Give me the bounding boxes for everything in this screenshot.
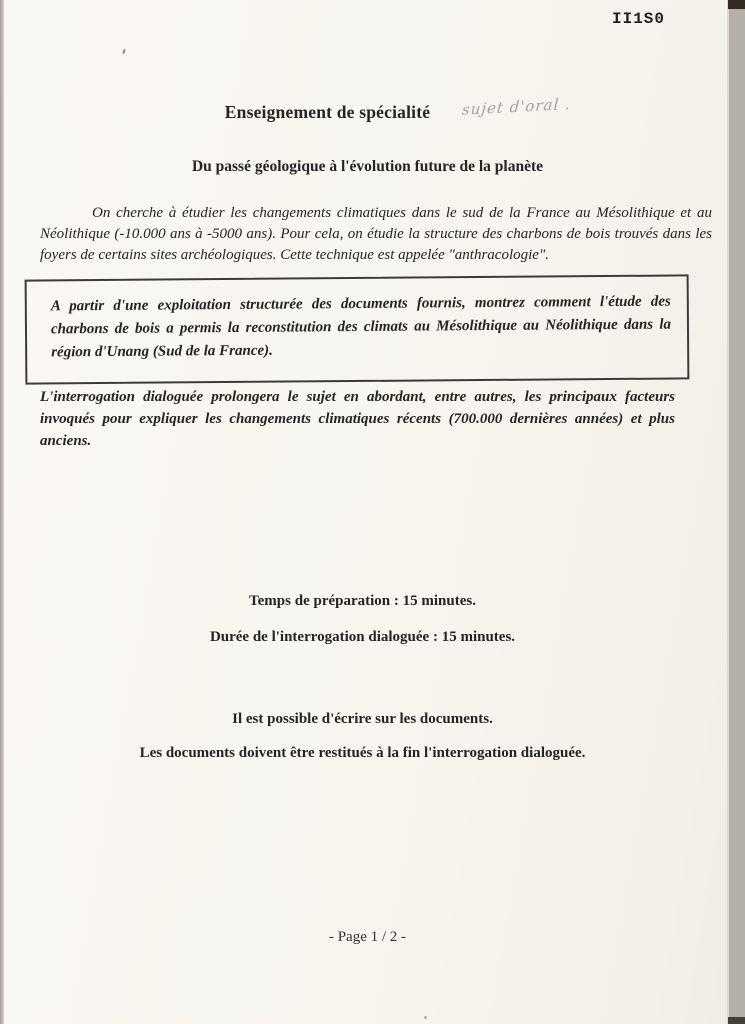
exam-code: II1S0 [612, 10, 666, 28]
stray-mark [122, 49, 125, 54]
bottom-right-scan-corner [728, 1017, 745, 1024]
right-scan-edge [727, 0, 745, 1024]
prep-time-line: Temps de préparation : 15 minutes. [249, 593, 476, 609]
page-number-footer: - Page 1 / 2 - [328, 929, 407, 945]
write-permission-line: Il est possible d'écrire sur les documents. [232, 711, 493, 727]
duration-line: Durée de l'interrogation dialoguée : 15 minutes. [209, 629, 516, 645]
handwritten-note: sujet d'oral . [461, 94, 572, 119]
document-subtitle: Du passé géologique à l'évolution future de la planète [191, 158, 544, 175]
left-scan-edge [0, 0, 4, 1024]
intro-paragraph: On cherche à étudier les changements climatiques dans le sud de la France au Mésolithique et au Néolithique (-10.000 ans à -5000 ans). Pour cela, on étudie la structure des charbons de bois trouvés dans les foyers de certains sites archéologiques. Cette technique est appelée "anthracologie". [40, 205, 712, 263]
followup-paragraph: L'interrogation dialoguée prolongera le sujet en abordant, entre autres, les principaux facteurs invoqués pour expliquer les changements climatiques récents (700.000 dernières années) et plus anciens. [40, 389, 675, 449]
top-right-scan-corner [728, 0, 745, 9]
task-statement-box: A partir d'une exploitation structurée des documents fournis, montrez comment l'étude des charbons de bois a permis la reconstitution des climats au Mésolithique au Néolithique dans la région d'Unang (Sud de la France). [25, 274, 690, 384]
return-instruction-line: Les documents doivent être restitués à la fin l'interrogation dialoguée. [139, 745, 586, 761]
document-title: Enseignement de spécialité [224, 102, 431, 122]
stray-mark [424, 1016, 427, 1019]
